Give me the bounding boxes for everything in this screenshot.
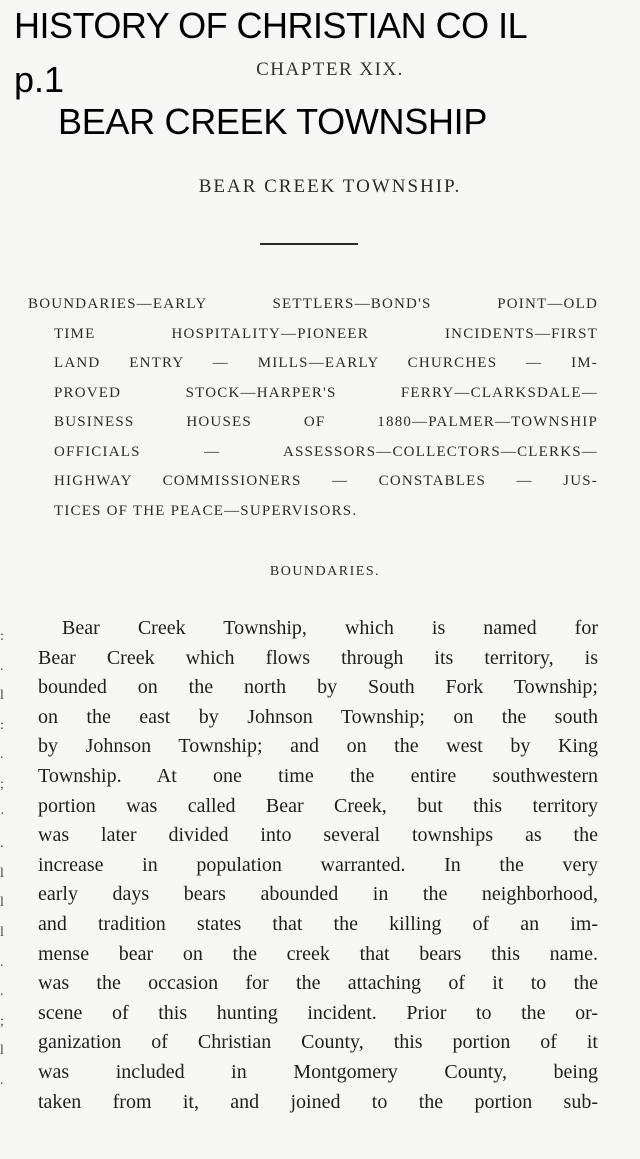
section-heading: BOUNDARIES. <box>269 564 381 579</box>
synopsis-line: TIME HOSPITALITY—PIONEER INCIDENTS—FIRST <box>54 325 598 342</box>
margin-mark: l <box>0 1043 4 1059</box>
synopsis-line: TICES OF THE PEACE—SUPERVISORS. <box>54 502 358 519</box>
margin-mark: : <box>0 629 4 644</box>
body-line: Bear Creek Township, which is named for <box>62 617 598 639</box>
margin-mark: : <box>0 717 4 733</box>
synopsis-line: OFFICIALS — ASSESSORS—COLLECTORS—CLERKS— <box>54 443 598 460</box>
body-line: mense bear on the creek that bears this name. <box>38 942 598 965</box>
margin-mark: ; <box>0 776 4 792</box>
body-line: ganization of Christian County, this portion of it <box>38 1031 598 1054</box>
margin-mark: . <box>0 954 4 970</box>
synopsis-line: HIGHWAY COMMISSIONERS — CONSTABLES — JUS- <box>54 473 598 489</box>
body-line: increase in population warranted. In the very <box>38 853 598 876</box>
margin-mark: . <box>0 658 4 674</box>
synopsis-line: BUSINESS HOUSES OF 1880—PALMER—TOWNSHIP <box>54 414 598 430</box>
body-paragraph <box>38 614 598 1117</box>
body-line: taken from it, and joined to the portion sub- <box>38 1090 598 1113</box>
body-line: Township. At one time the entire southwestern <box>38 764 598 787</box>
left-margin-bleed <box>0 622 8 1096</box>
margin-mark: . <box>0 984 4 1000</box>
synopsis-line: LAND ENTRY — MILLS—EARLY CHURCHES — IM- <box>54 355 598 371</box>
body-line: portion was called Bear Creek, but this territory <box>38 794 598 817</box>
synopsis-line: BOUNDARIES—EARLY SETTLERS—BOND'S POINT—OLD <box>28 296 598 312</box>
margin-mark: l <box>0 895 4 911</box>
margin-mark: l <box>0 688 4 704</box>
body-line: was included in Montgomery County, being <box>38 1060 598 1083</box>
title-divider <box>260 243 358 245</box>
overlay-title-line: HISTORY OF CHRISTIAN CO IL <box>14 5 528 46</box>
body-line: bounded on the north by South Fork Township; <box>38 676 598 699</box>
body-line: on the east by Johnson Township; on the south <box>38 705 598 728</box>
body-line: and tradition states that the killing of an im- <box>38 912 598 935</box>
margin-mark: · <box>0 806 5 822</box>
synopsis-line: PROVED STOCK—HARPER'S FERRY—CLARKSDALE— <box>54 384 598 401</box>
margin-mark: l <box>0 865 4 881</box>
chapter-heading: CHAPTER XIX. <box>256 59 404 80</box>
margin-mark: l <box>0 924 4 940</box>
body-line: was the occasion for the attaching of it to the <box>38 972 598 995</box>
margin-mark: . <box>0 747 4 763</box>
body-line: Bear Creek which flows through its territory, is <box>38 646 598 669</box>
margin-mark: . <box>0 1072 4 1088</box>
page-title: BEAR CREEK TOWNSHIP. <box>198 176 462 197</box>
body-line: scene of this hunting incident. Prior to the or- <box>38 1001 598 1024</box>
margin-mark: ; <box>0 1013 4 1029</box>
margin-mark: . <box>0 836 4 852</box>
chapter-synopsis <box>28 290 598 526</box>
overlay-township-name: BEAR CREEK TOWNSHIP <box>58 101 488 142</box>
body-line: early days bears abounded in the neighborhood, <box>38 883 598 906</box>
body-line: was later divided into several townships as the <box>38 824 598 847</box>
body-line: by Johnson Township; and on the west by King <box>38 735 598 758</box>
overlay-page-number: p.1 <box>14 59 65 100</box>
